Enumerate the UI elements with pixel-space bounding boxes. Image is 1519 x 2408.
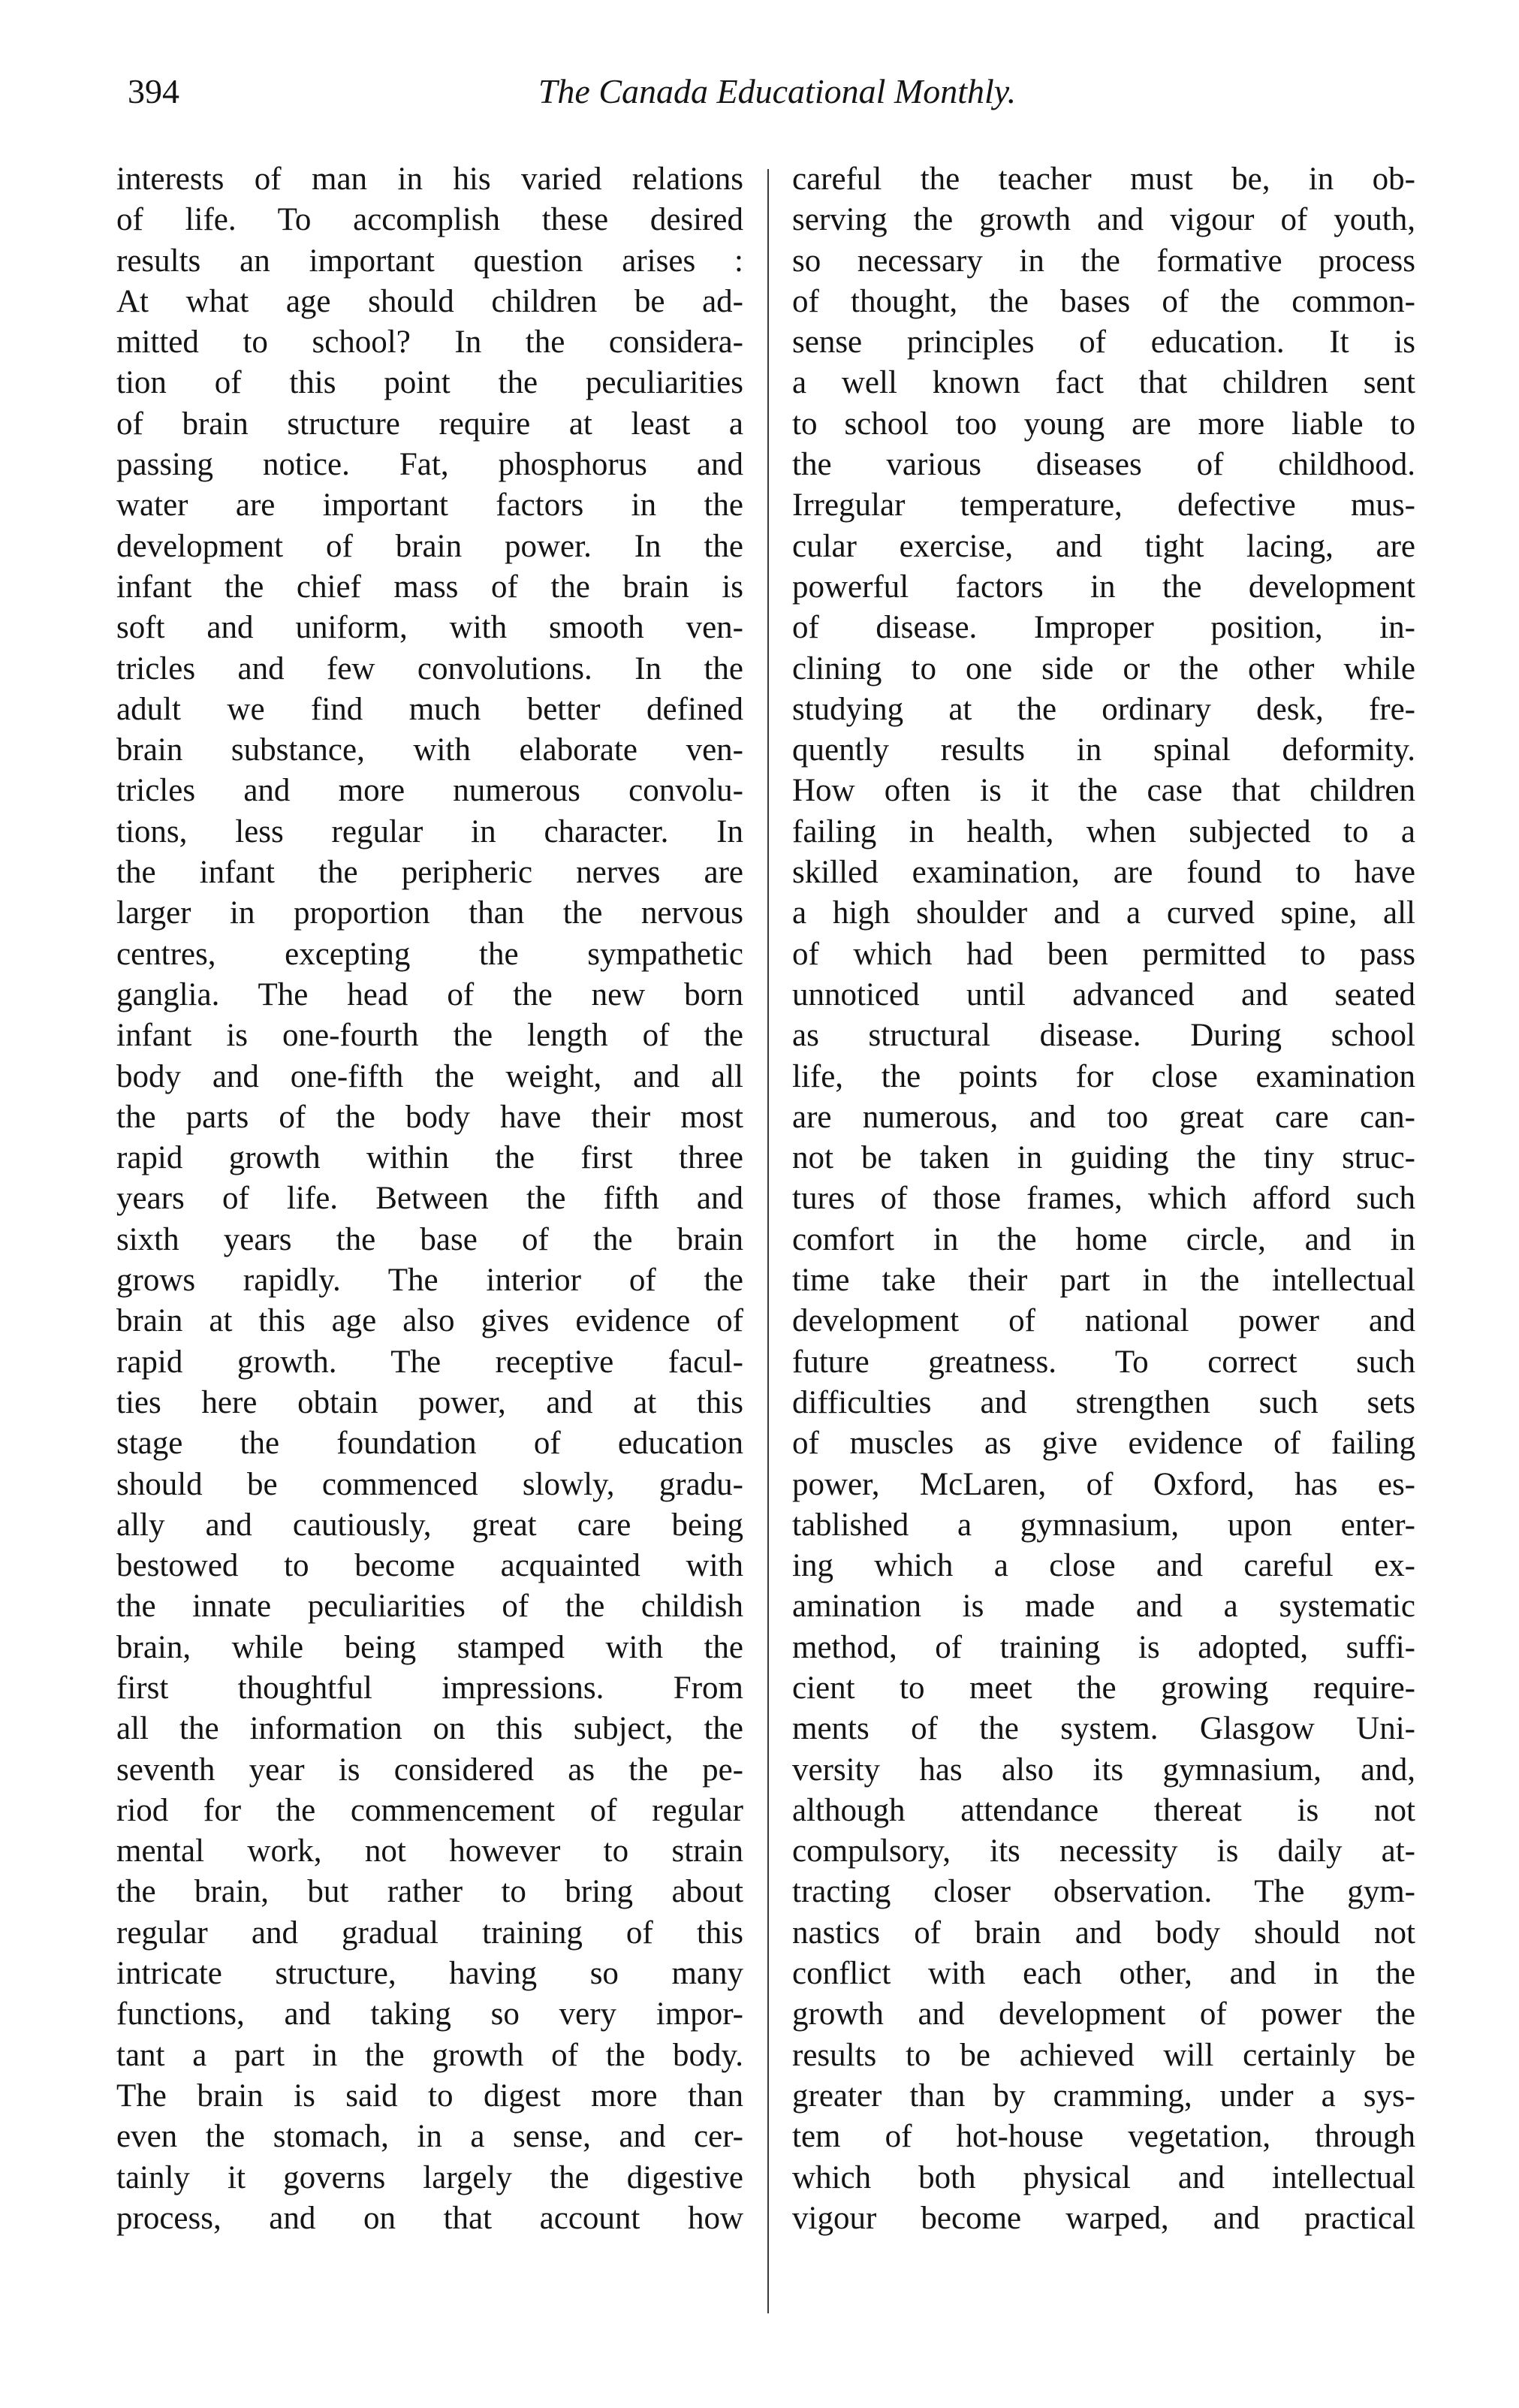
- text-line: so necessary in the formative process: [792, 243, 1415, 279]
- text-line: grows rapidly. The interior of the: [116, 1263, 743, 1299]
- text-line: riod for the commencement of regular: [116, 1792, 743, 1828]
- text-line: nastics of brain and body should not: [792, 1915, 1415, 1951]
- text-line: of life. To accomplish these desired: [116, 202, 743, 238]
- right-text-column: [792, 159, 1415, 2239]
- text-line: failing in health, when subjected to a: [792, 813, 1415, 849]
- text-line: Irregular temperature, defective mus-: [792, 487, 1415, 524]
- text-line: larger in proportion than the nervous: [116, 895, 743, 931]
- text-line: development of brain power. In the: [116, 528, 743, 564]
- text-line: How often is it the case that children: [792, 773, 1415, 809]
- text-line: years of life. Between the fifth and: [116, 1181, 743, 1217]
- text-line: difficulties and strengthen such sets: [792, 1384, 1415, 1420]
- text-line: tures of those frames, which afford such: [792, 1181, 1415, 1217]
- text-line: process, and on that account how: [116, 2200, 743, 2236]
- text-line: ing which a close and careful ex-: [792, 1548, 1415, 1584]
- text-line: results an important question arises :: [116, 243, 743, 279]
- text-line: rapid growth within the first three: [116, 1140, 743, 1176]
- text-line: mitted to school? In the considera-: [116, 324, 743, 361]
- text-line: cient to meet the growing require-: [792, 1670, 1415, 1706]
- text-line: of disease. Improper position, in-: [792, 610, 1415, 646]
- text-line: ally and cautiously, great care being: [116, 1507, 743, 1543]
- text-line: the brain, but rather to bring about: [116, 1874, 743, 1910]
- text-line: brain at this age also gives evidence of: [116, 1303, 743, 1339]
- text-line: power, McLaren, of Oxford, has es-: [792, 1466, 1415, 1502]
- text-line: The brain is said to digest more than: [116, 2078, 743, 2114]
- text-line: future greatness. To correct such: [792, 1344, 1415, 1380]
- text-line: tricles and few convolutions. In the: [116, 650, 743, 686]
- text-line: unnoticed until advanced and seated: [792, 976, 1415, 1012]
- text-line: to school too young are more liable to: [792, 406, 1415, 442]
- text-line: not be taken in guiding the tiny struc-: [792, 1140, 1415, 1176]
- text-line: quently results in spinal deformity.: [792, 732, 1415, 768]
- text-line: body and one-fifth the weight, and all: [116, 1058, 743, 1094]
- text-line: centres, excepting the sympathetic: [116, 936, 743, 972]
- text-line: growth and development of power the: [792, 1996, 1415, 2032]
- text-line: stage the foundation of education: [116, 1426, 743, 1462]
- text-line: should be commenced slowly, gradu-: [116, 1466, 743, 1502]
- text-line: tricles and more numerous convolu-: [116, 773, 743, 809]
- text-line: a well known fact that children sent: [792, 365, 1415, 401]
- text-line: vigour become warped, and practical: [792, 2200, 1415, 2236]
- text-line: tracting closer observation. The gym-: [792, 1874, 1415, 1910]
- text-line: seventh year is considered as the pe-: [116, 1752, 743, 1788]
- text-line: method, of training is adopted, suffi-: [792, 1629, 1415, 1665]
- text-line: amination is made and a systematic: [792, 1589, 1415, 1625]
- text-line: of thought, the bases of the common-: [792, 283, 1415, 319]
- column-divider: [767, 169, 769, 2313]
- text-line: infant is one-fourth the length of the: [116, 1018, 743, 1054]
- text-line: which both physical and intellectual: [792, 2159, 1415, 2195]
- text-line: all the information on this subject, the: [116, 1711, 743, 1747]
- text-line: even the stomach, in a sense, and cer-: [116, 2119, 743, 2155]
- text-line: tions, less regular in character. In: [116, 813, 743, 849]
- text-line: the parts of the body have their most: [116, 1099, 743, 1135]
- text-line: adult we find much better defined: [116, 691, 743, 727]
- text-line: brain, while being stamped with the: [116, 1629, 743, 1665]
- text-line: of which had been permitted to pass: [792, 936, 1415, 972]
- text-line: of brain structure require at least a: [116, 406, 743, 442]
- text-line: intricate structure, having so many: [116, 1956, 743, 1992]
- text-line: greater than by cramming, under a sys-: [792, 2078, 1415, 2114]
- text-line: tablished a gymnasium, upon enter-: [792, 1507, 1415, 1543]
- text-line: studying at the ordinary desk, fre-: [792, 691, 1415, 727]
- text-line: bestowed to become acquainted with: [116, 1548, 743, 1584]
- text-line: compulsory, its necessity is daily at-: [792, 1833, 1415, 1869]
- text-line: versity has also its gymnasium, and,: [792, 1752, 1415, 1788]
- text-line: cular exercise, and tight lacing, are: [792, 528, 1415, 564]
- text-line: ganglia. The head of the new born: [116, 976, 743, 1012]
- text-line: results to be achieved will certainly be: [792, 2037, 1415, 2073]
- text-line: sense principles of education. It is: [792, 324, 1415, 361]
- text-line: ments of the system. Glasgow Uni-: [792, 1711, 1415, 1747]
- text-line: first thoughtful impressions. From: [116, 1670, 743, 1706]
- text-line: as structural disease. During school: [792, 1018, 1415, 1054]
- text-line: a high shoulder and a curved spine, all: [792, 895, 1415, 931]
- text-line: the infant the peripheric nerves are: [116, 855, 743, 891]
- text-line: tion of this point the peculiarities: [116, 365, 743, 401]
- text-line: rapid growth. The receptive facul-: [116, 1344, 743, 1380]
- left-text-column: [116, 159, 743, 2239]
- text-line: of muscles as give evidence of failing: [792, 1426, 1415, 1462]
- page-number: 394: [128, 72, 179, 110]
- text-line: skilled examination, are found to have: [792, 855, 1415, 891]
- text-line: conflict with each other, and in the: [792, 1956, 1415, 1992]
- running-title: The Canada Educational Monthly.: [538, 72, 1017, 110]
- text-line: the innate peculiarities of the childish: [116, 1589, 743, 1625]
- text-line: At what age should children be ad-: [116, 283, 743, 319]
- text-line: brain substance, with elaborate ven-: [116, 732, 743, 768]
- text-line: careful the teacher must be, in ob-: [792, 161, 1415, 197]
- text-line: mental work, not however to strain: [116, 1833, 743, 1869]
- text-line: clining to one side or the other while: [792, 650, 1415, 686]
- text-line: infant the chief mass of the brain is: [116, 569, 743, 605]
- text-line: development of national power and: [792, 1303, 1415, 1339]
- text-line: soft and uniform, with smooth ven-: [116, 610, 743, 646]
- text-line: tem of hot-house vegetation, through: [792, 2119, 1415, 2155]
- text-line: although attendance thereat is not: [792, 1792, 1415, 1828]
- text-line: tant a part in the growth of the body.: [116, 2037, 743, 2073]
- text-line: are numerous, and too great care can-: [792, 1099, 1415, 1135]
- text-line: regular and gradual training of this: [116, 1915, 743, 1951]
- text-line: water are important factors in the: [116, 487, 743, 524]
- text-line: interests of man in his varied relations: [116, 161, 743, 197]
- text-line: comfort in the home circle, and in: [792, 1221, 1415, 1257]
- text-line: powerful factors in the development: [792, 569, 1415, 605]
- text-line: time take their part in the intellectual: [792, 1263, 1415, 1299]
- text-line: life, the points for close examination: [792, 1058, 1415, 1094]
- text-line: serving the growth and vigour of youth,: [792, 202, 1415, 238]
- text-line: functions, and taking so very impor-: [116, 1996, 743, 2032]
- text-line: the various diseases of childhood.: [792, 447, 1415, 483]
- text-line: sixth years the base of the brain: [116, 1221, 743, 1257]
- text-line: tainly it governs largely the digestive: [116, 2159, 743, 2195]
- text-line: passing notice. Fat, phosphorus and: [116, 447, 743, 483]
- text-line: ties here obtain power, and at this: [116, 1384, 743, 1420]
